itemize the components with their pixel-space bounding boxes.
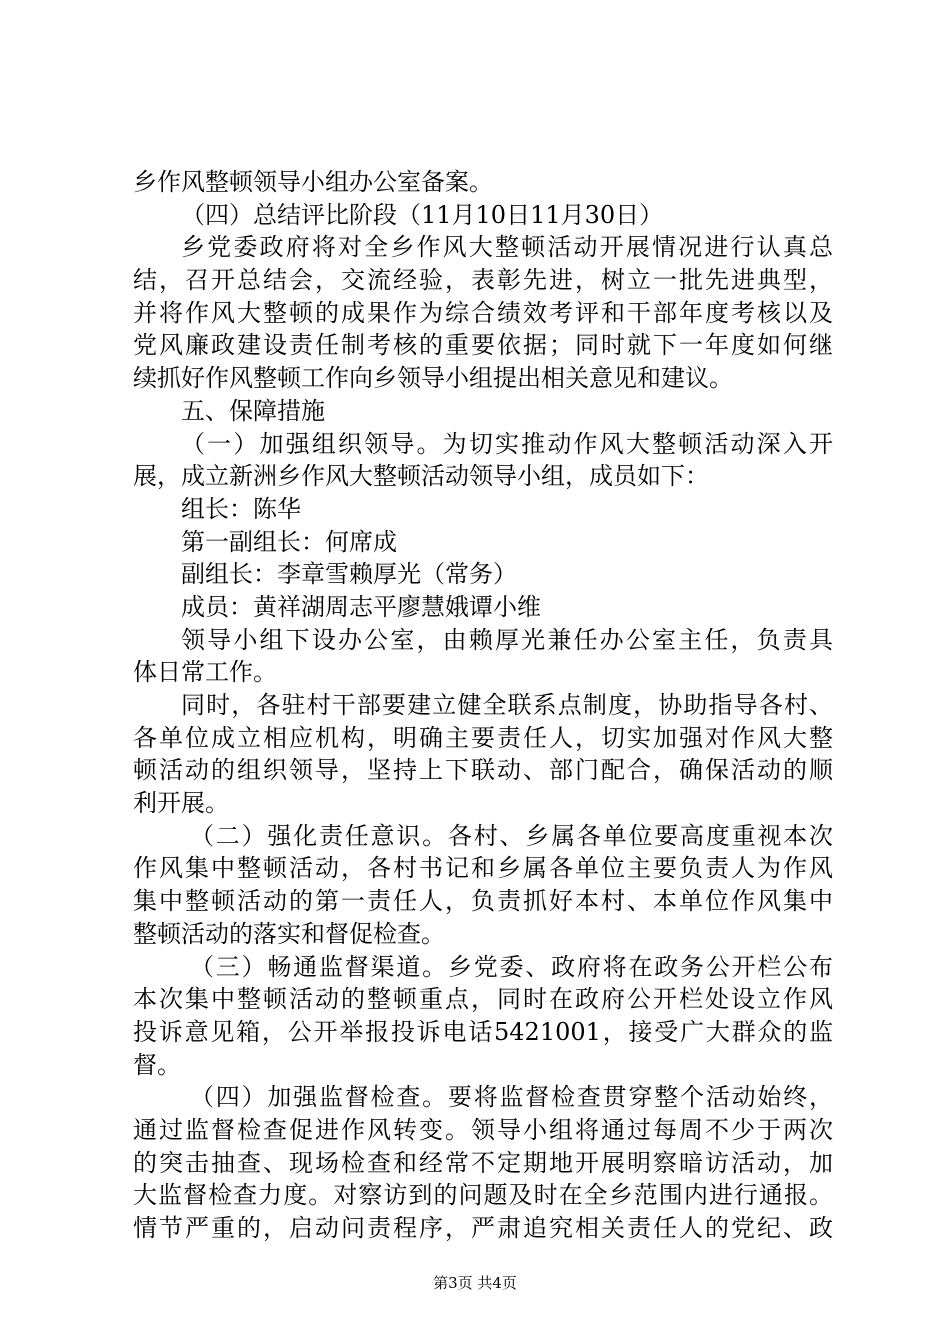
text-line: 副组长：李章雪赖厚光（常务） <box>181 560 517 589</box>
text-line: 续抓好作风整顿工作向乡领导小组提出相关意见和建议。 <box>133 364 733 393</box>
page-footer: 第3页 共4页 <box>433 1274 517 1292</box>
text-line: 的突击抽查、现场检查和经常不定期地开展明察暗访活动，加 <box>133 1148 833 1177</box>
text-line: （三）畅通监督渠道。乡党委、政府将在政务公开栏公布 <box>190 952 833 981</box>
paragraph <box>133 624 833 689</box>
text-line: 并将作风大整顿的成果作为综合绩效考评和干部年度考核以及 <box>133 298 833 327</box>
paragraph <box>133 493 833 526</box>
paragraph <box>133 166 833 199</box>
text-line: 各单位成立相应机构，明确主要责任人，切实加强对作风大整 <box>133 723 833 752</box>
text-line: 大监督检查力度。对察访到的问题及时在全乡范围内进行通报。 <box>133 1181 833 1210</box>
text-line: 投诉意见箱，公开举报投诉电话5421001，接受广大群众的监 <box>133 1017 833 1046</box>
text-line: （一）加强组织领导。为切实推动作风大整顿活动深入开 <box>181 429 833 458</box>
paragraph <box>133 820 833 951</box>
paragraph <box>133 1081 833 1244</box>
text-line: 组长：陈华 <box>181 494 301 523</box>
text-line: 集中整顿活动的第一责任人，负责抓好本村、本单位作风集中 <box>133 887 833 916</box>
text-line: 五、保障措施 <box>181 396 325 425</box>
paragraph <box>133 526 833 559</box>
text-line: 同时，各驻村干部要建立健全联系点制度，协助指导各村、 <box>181 691 833 719</box>
text-line: 体日常工作。 <box>133 658 277 687</box>
paragraph <box>133 199 833 232</box>
paragraph <box>133 951 833 1082</box>
text-line: 结，召开总结会，交流经验，表彰先进，树立一批先进典型， <box>133 266 833 295</box>
paragraph <box>133 395 833 428</box>
text-line: 情节严重的，启动问责程序，严肃追究相关责任人的党纪、政 <box>133 1214 833 1242</box>
text-line: 成员：黄祥湖周志平廖慧娥谭小维 <box>181 592 541 621</box>
text-line: 整顿活动的落实和督促检查。 <box>133 919 445 948</box>
text-line: 利开展。 <box>133 789 229 818</box>
text-line: （四）总结评比阶段（11月10日11月30日） <box>181 200 664 229</box>
text-line: 第一副组长：何席成 <box>181 527 397 556</box>
text-line: 本次集中整顿活动的整顿重点，同时在政府公开栏处设立作风 <box>133 985 833 1014</box>
paragraph <box>133 591 833 624</box>
text-line: 乡党委政府将对全乡作风大整顿活动开展情况进行认真总 <box>181 233 833 262</box>
text-line: 领导小组下设办公室，由赖厚光兼任办公室主任，负责具 <box>181 625 833 654</box>
text-line: 作风集中整顿活动，各村书记和乡属各单位主要负责人为作风 <box>133 854 833 883</box>
text-line: 通过监督检查促进作风转变。领导小组将通过每周不少于两次 <box>133 1115 833 1144</box>
document-body <box>133 166 833 1245</box>
text-line: 顿活动的组织领导，坚持上下联动、部门配合，确保活动的顺 <box>133 756 833 785</box>
text-line: （二）强化责任意识。各村、乡属各单位要高度重视本次 <box>190 821 833 850</box>
paragraph <box>133 428 833 493</box>
paragraph <box>133 689 833 820</box>
text-line: （四）加强监督检查。要将监督检查贯穿整个活动始终， <box>190 1083 833 1112</box>
text-line: 乡作风整顿领导小组办公室备案。 <box>133 168 493 196</box>
text-line: 展，成立新洲乡作风大整顿活动领导小组，成员如下： <box>133 462 709 491</box>
paragraph <box>133 558 833 591</box>
paragraph <box>133 231 833 394</box>
text-line: 督。 <box>133 1050 181 1079</box>
text-line: 党风廉政建设责任制考核的重要依据；同时就下一年度如何继 <box>133 331 833 360</box>
